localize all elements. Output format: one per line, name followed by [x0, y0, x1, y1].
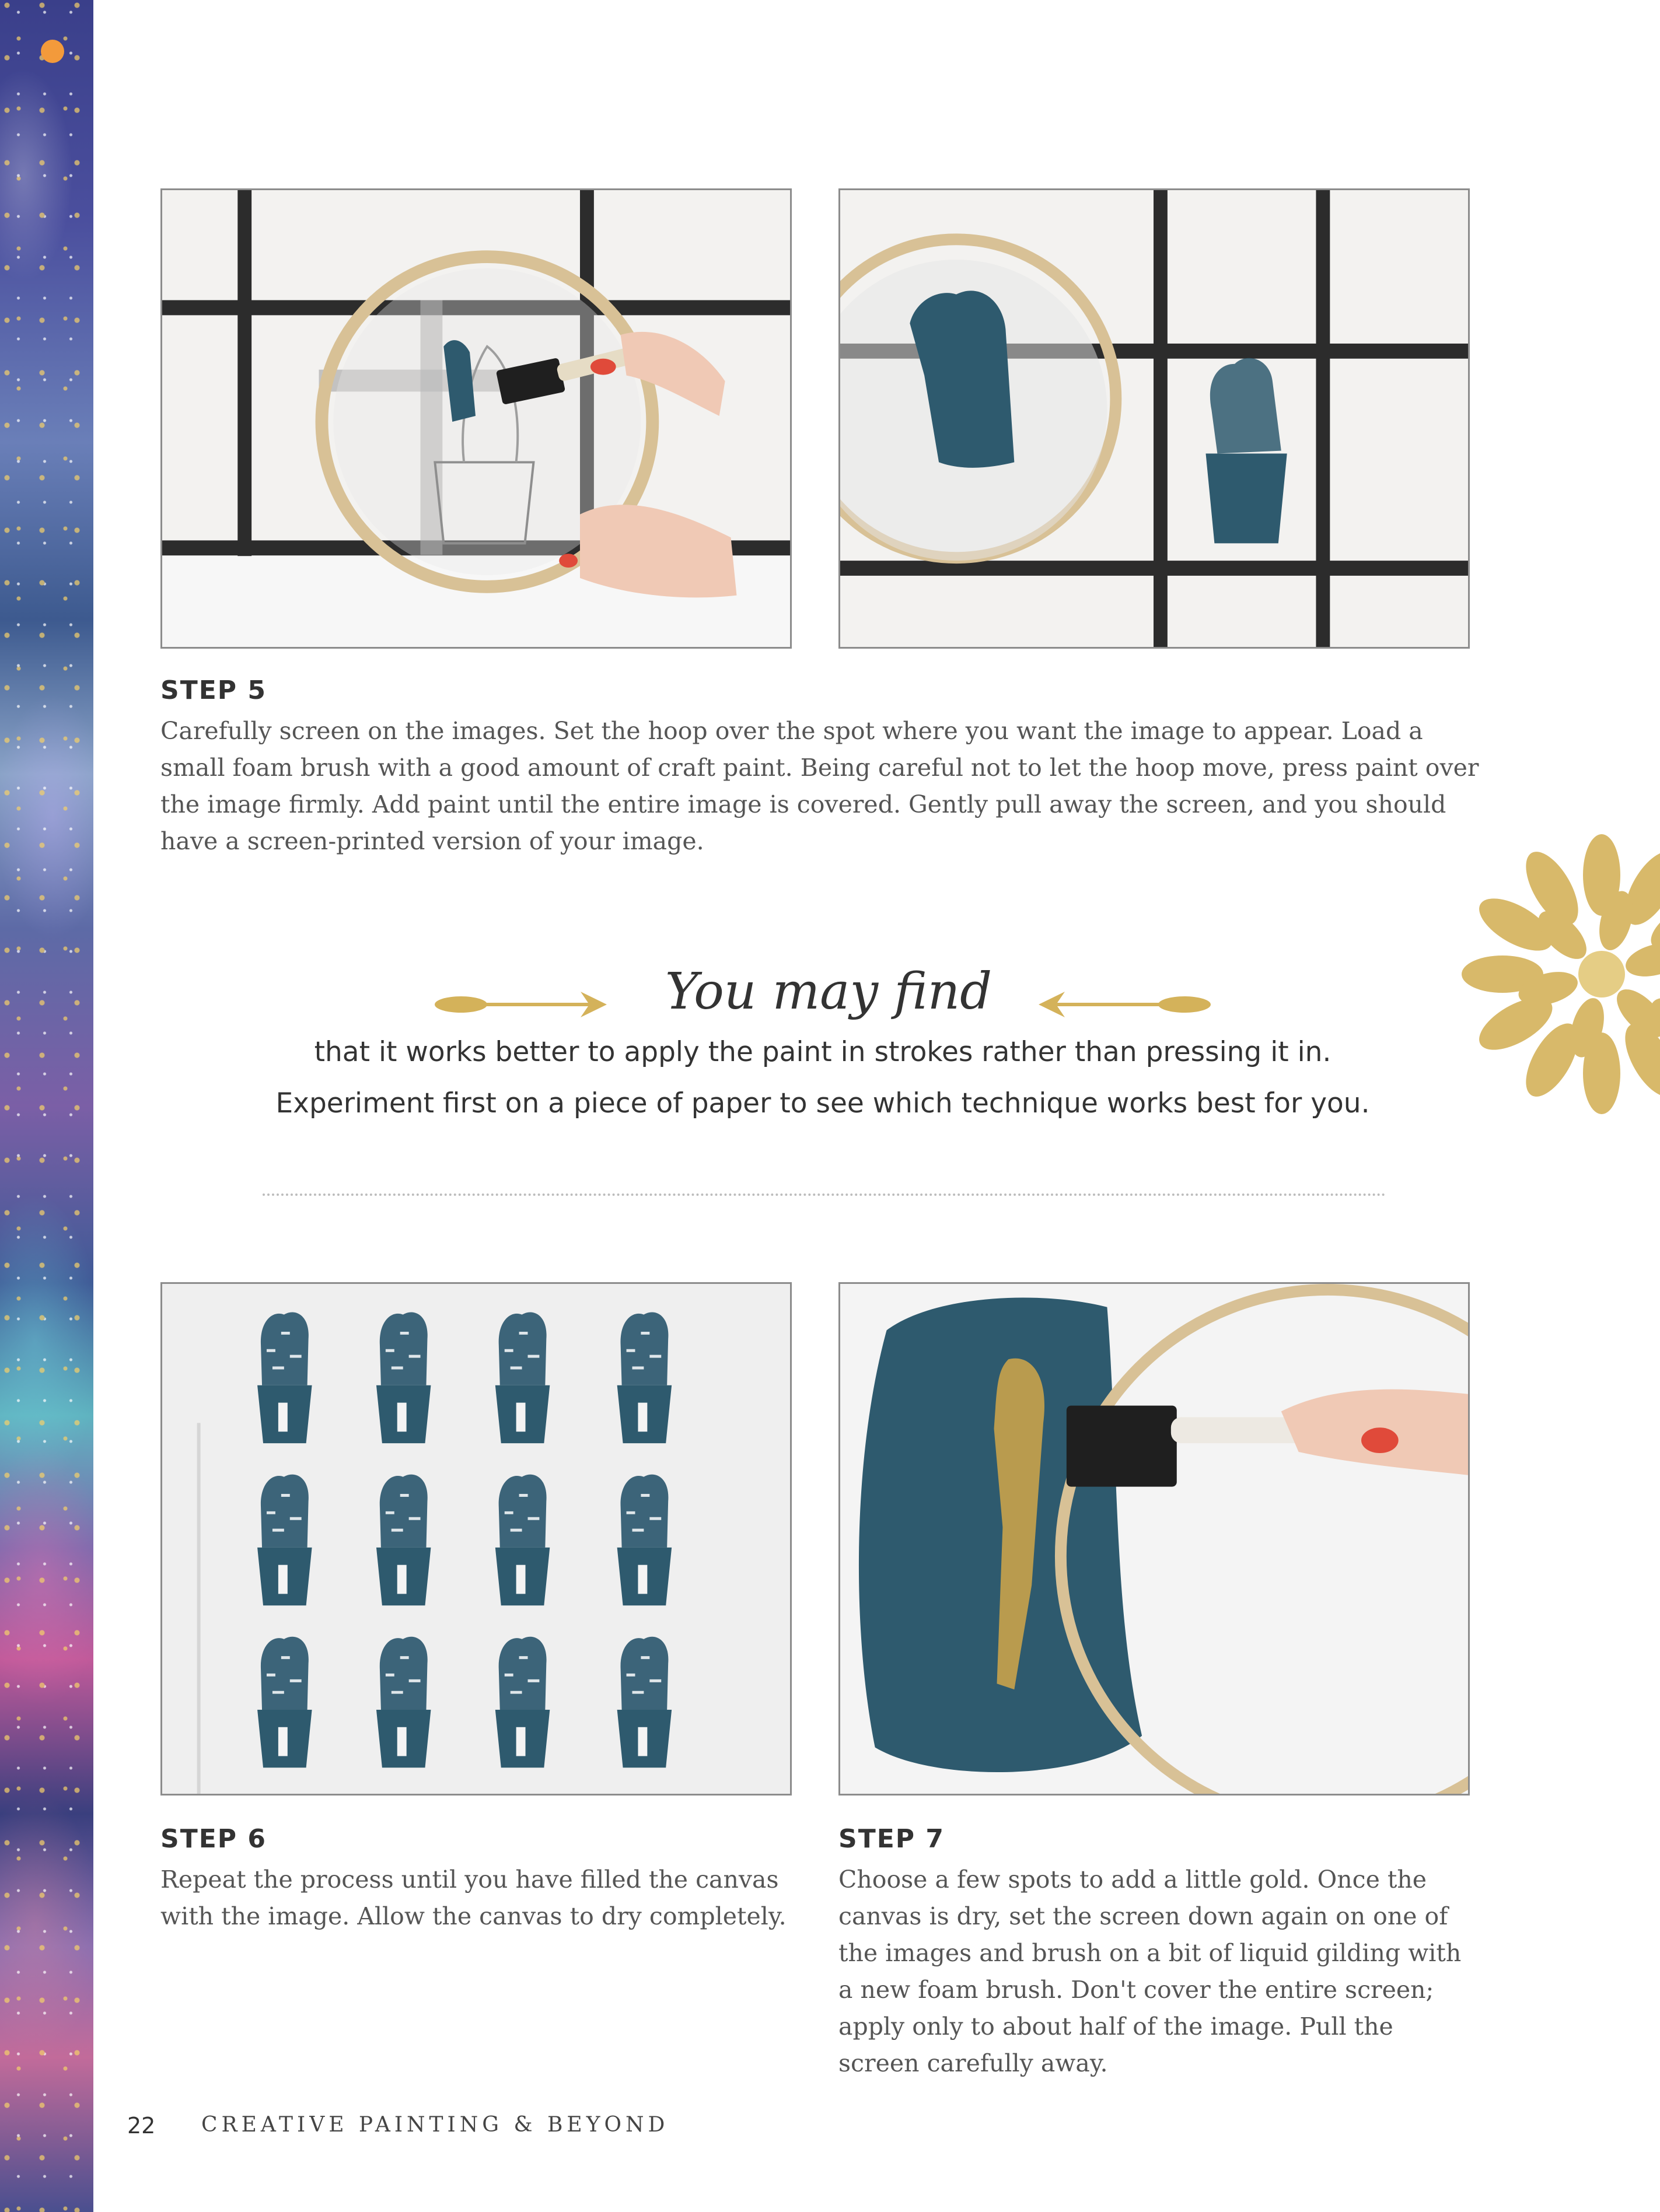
- photo-step5-painting: [160, 188, 792, 649]
- tip-title: You may find: [665, 963, 992, 1021]
- page-number: 22: [127, 2113, 156, 2138]
- galaxy-border: [0, 0, 93, 2212]
- gold-arrow-left-icon: [1027, 987, 1214, 1022]
- photo-step7-gilding: [838, 1282, 1470, 1796]
- photo-step5-result: [838, 188, 1470, 649]
- tip-line-2: Experiment first on a piece of paper to see which technique works best for you.: [275, 1087, 1370, 1119]
- photo-step6-canvas: [160, 1282, 792, 1796]
- step5-body: Carefully screen on the images. Set the hoop over the spot where you want the image to appear. Load a small foam brush with a good amount of craft paint. Being careful not to let the hoop move, press paint over the image firmly. Add paint until the entire image is covered. Gently pull away the screen, and you should have a screen-printed version of your image.: [160, 717, 1479, 855]
- step7-heading: STEP 7: [838, 1824, 945, 1854]
- step6-body: Repeat the process until you have filled the canvas with the image. Allow the canvas to dry completely.: [160, 1866, 787, 1930]
- step6-heading: STEP 6: [160, 1824, 267, 1854]
- section-divider: [263, 1194, 1386, 1196]
- galaxy-sparkles: [0, 0, 93, 2212]
- gold-arrow-right-icon: [432, 987, 618, 1022]
- step7-body: Choose a few spots to add a little gold. Once the canvas is dry, set the screen down again on one of the images and brush on a bit of liquid gilding with a new foam brush. Don't cover the entire screen; apply only to about half of the image. Pull the screen carefully away.: [838, 1866, 1462, 2077]
- orange-paint-dot: [41, 40, 64, 63]
- step5-heading: STEP 5: [160, 676, 267, 705]
- running-footer-title: CREATIVE PAINTING & BEYOND: [201, 2113, 669, 2137]
- gold-flower-icon: [1438, 817, 1660, 1132]
- tip-line-1: that it works better to apply the paint in strokes rather than pressing it in.: [314, 1036, 1332, 1068]
